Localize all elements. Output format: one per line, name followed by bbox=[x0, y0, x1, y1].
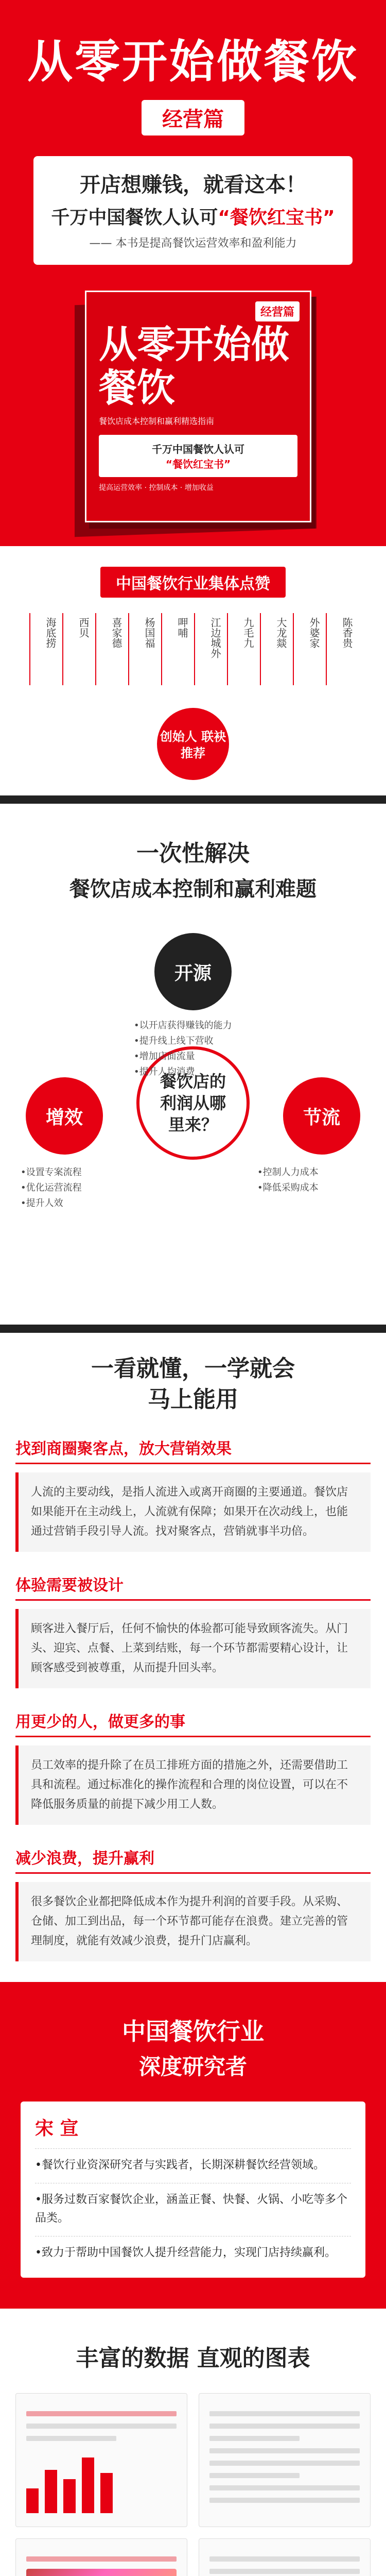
researcher-section bbox=[0, 1982, 386, 2309]
tip-title: 用更少的人，做更多的事 bbox=[15, 1709, 371, 1737]
book-cover bbox=[54, 285, 332, 533]
researcher-items bbox=[35, 2148, 351, 2262]
text-line bbox=[26, 2556, 177, 2562]
features-title-1: 一次性解决 bbox=[136, 840, 250, 867]
book-inner-prefix: 千万中国餐饮人认可 bbox=[152, 443, 244, 455]
book-front bbox=[85, 291, 311, 522]
center-line-3: 里来？ bbox=[168, 1115, 218, 1134]
sample-page-3 bbox=[15, 2538, 187, 2576]
hero-slogan-1: 开店想赚钱，就看这本！ bbox=[80, 173, 306, 197]
text-line bbox=[209, 2424, 360, 2429]
endorser-item: 陈香贵 bbox=[326, 613, 357, 685]
researcher-item: •致力于帮助中国餐饮人提升经营能力，实现门店持续赢利。 bbox=[35, 2236, 351, 2262]
zeng-bullet: •设置专案流程 bbox=[21, 1167, 82, 1178]
sample-bar bbox=[82, 2458, 94, 2513]
hero-title: 从零开始做餐饮 bbox=[27, 35, 359, 88]
tip-block bbox=[15, 1709, 371, 1825]
tip-block bbox=[15, 1572, 371, 1688]
book-tagline: 餐饮店成本控制和赢利精选指南 bbox=[99, 416, 215, 426]
text-line bbox=[209, 2569, 360, 2574]
text-line bbox=[209, 2473, 300, 2478]
hero-slogan-3: —— 本书是提高餐饮运营效率和盈利能力 bbox=[89, 237, 297, 250]
charts-title: 丰富的数据 直观的图表 bbox=[76, 2345, 310, 2371]
divider-band bbox=[0, 795, 386, 804]
sample-page-1 bbox=[15, 2393, 187, 2527]
food-photo bbox=[26, 2569, 177, 2576]
tips-head bbox=[15, 1353, 371, 1415]
charts-section bbox=[0, 2309, 386, 2576]
text-line bbox=[209, 2448, 360, 2453]
chart-grid bbox=[15, 2393, 371, 2576]
tip-block bbox=[15, 1845, 371, 1961]
researcher-name: 宋 宣 bbox=[35, 2118, 79, 2139]
hero-slogan-2-highlight: “餐饮红宝书” bbox=[218, 207, 335, 228]
text-line bbox=[209, 2498, 360, 2503]
tip-title: 减少浪费，提升赢利 bbox=[15, 1845, 371, 1874]
tips-section bbox=[0, 1333, 386, 1982]
jie-bullet: •降低采购成本 bbox=[257, 1182, 319, 1193]
researcher-card bbox=[21, 2102, 365, 2278]
divider-band bbox=[0, 1325, 386, 1333]
endorser-item: 杨国福 bbox=[128, 613, 159, 685]
sample-page-2 bbox=[199, 2393, 371, 2527]
kai-bullet: •增加店面流量 bbox=[134, 1051, 195, 1062]
text-line bbox=[26, 2411, 177, 2416]
kai-bubble: 开源 bbox=[154, 933, 232, 1010]
jie-bullets bbox=[257, 1165, 371, 1196]
hero-section bbox=[0, 0, 386, 546]
endorser-item: 江边城外 bbox=[194, 613, 225, 685]
researcher-title-1: 中国餐饮行业 bbox=[122, 2018, 264, 2045]
jie-bubble: 节流 bbox=[283, 1077, 360, 1155]
sample-bar-chart bbox=[26, 2451, 177, 2513]
endorser-item: 大龙燚 bbox=[260, 613, 291, 685]
book-badge: 经营篇 bbox=[255, 301, 300, 321]
text-line bbox=[209, 2411, 360, 2416]
tips-head-1: 一看就懂，一学就会 bbox=[91, 1355, 295, 1382]
hero-slogan-box bbox=[33, 156, 353, 265]
zeng-bubble: 增效 bbox=[26, 1077, 103, 1155]
kai-bullet: •提升线上线下营收 bbox=[134, 1036, 214, 1046]
book-title: 从零开始做餐饮 bbox=[99, 323, 289, 410]
text-line bbox=[209, 2556, 360, 2562]
sample-bar bbox=[26, 2488, 39, 2513]
sample-bar bbox=[63, 2479, 76, 2513]
researcher-item: •餐饮行业资深研究者与实践者，长期深耕餐饮经营领域。 bbox=[35, 2148, 351, 2175]
kai-bullet: •提升人均消费 bbox=[134, 1066, 195, 1077]
profit-diagram bbox=[15, 923, 371, 1304]
kai-bullets bbox=[134, 1018, 257, 1080]
tips-head-2: 马上能用 bbox=[148, 1386, 238, 1413]
sample-bar bbox=[45, 2470, 57, 2513]
endorser-item: 海底捞 bbox=[29, 613, 60, 685]
endorse-section bbox=[0, 546, 386, 795]
features-section bbox=[0, 804, 386, 1325]
center-line-1: 餐饮店的 bbox=[160, 1072, 226, 1091]
text-line bbox=[209, 2485, 360, 2490]
kai-bullet: •以开店获得赚钱的能力 bbox=[134, 1020, 232, 1031]
tips-list bbox=[15, 1436, 371, 1961]
endorser-item: 外婆家 bbox=[293, 613, 324, 685]
endorse-grid bbox=[15, 613, 371, 692]
endorser-item: 九毛九 bbox=[227, 613, 258, 685]
endorser-item: 西贝 bbox=[62, 613, 93, 685]
zeng-bullet: •提升人效 bbox=[21, 1198, 63, 1209]
sample-page-4 bbox=[199, 2538, 371, 2576]
researcher-item: •服务过数百家餐饮企业，涵盖正餐、快餐、火锅、小吃等多个品类。 bbox=[35, 2183, 351, 2228]
book-list: 提高运营效率 · 控制成本 · 增加收益 bbox=[99, 484, 214, 492]
endorser-item: 喜家德 bbox=[95, 613, 126, 685]
hero-subtitle-badge: 经营篇 bbox=[142, 100, 244, 135]
hero-slogan-2-prefix: 千万中国餐饮人认可 bbox=[51, 207, 218, 228]
tip-body: 很多餐饮企业都把降低成本作为提升利润的首要手段。从采购、仓储、加工到出品，每一个环节都可能存在浪费。建立完善的管理制度，就能有效减少浪费，提升门店赢利。 bbox=[15, 1882, 371, 1961]
tip-body: 人流的主要动线，是指人流进入或离开商圈的主要通道。餐饮店如果能开在主动线上，人流就有保障；如果开在次动线上，也能通过营销手段引导人流。找对聚客点，营销就事半功倍。 bbox=[15, 1472, 371, 1552]
text-line bbox=[26, 2424, 177, 2429]
text-line bbox=[26, 2436, 116, 2441]
features-title-2: 餐饮店成本控制和赢利难题 bbox=[69, 877, 317, 901]
book-inner-banner bbox=[99, 435, 297, 477]
center-line-2: 利润从哪 bbox=[160, 1093, 226, 1113]
text-line bbox=[209, 2436, 300, 2441]
tip-body: 员工效率的提升除了在员工排班方面的措施之外，还需要借助工具和流程。通过标准化的操作流程和合理的岗位设置，可以在不降低服务质量的前提下减少用工人数。 bbox=[15, 1745, 371, 1825]
endorse-seal: 创始人 联袂推荐 bbox=[157, 708, 229, 780]
sample-bar bbox=[100, 2473, 113, 2513]
endorse-title: 中国餐饮行业集体点赞 bbox=[100, 567, 286, 598]
zeng-bullet: •优化运营流程 bbox=[21, 1182, 82, 1193]
book-inner-highlight: “餐饮红宝书” bbox=[165, 458, 231, 470]
jie-bullet: •控制人力成本 bbox=[257, 1167, 319, 1178]
tip-body: 顾客进入餐厅后，任何不愉快的体验都可能导致顾客流失。从门头、迎宾、点餐、上菜到结账，每一个环节都需要精心设计，让顾客感受到被尊重，从而提升回头率。 bbox=[15, 1609, 371, 1688]
endorser-item: 呷哺 bbox=[161, 613, 192, 685]
text-line bbox=[209, 2461, 360, 2466]
hero-slogan-2 bbox=[39, 203, 347, 229]
tip-block bbox=[15, 1436, 371, 1552]
tip-title: 体验需要被设计 bbox=[15, 1572, 371, 1601]
zeng-bullets bbox=[21, 1165, 144, 1211]
researcher-title-2: 深度研究者 bbox=[138, 2054, 247, 2079]
tip-title: 找到商圈聚客点，放大营销效果 bbox=[15, 1436, 371, 1464]
